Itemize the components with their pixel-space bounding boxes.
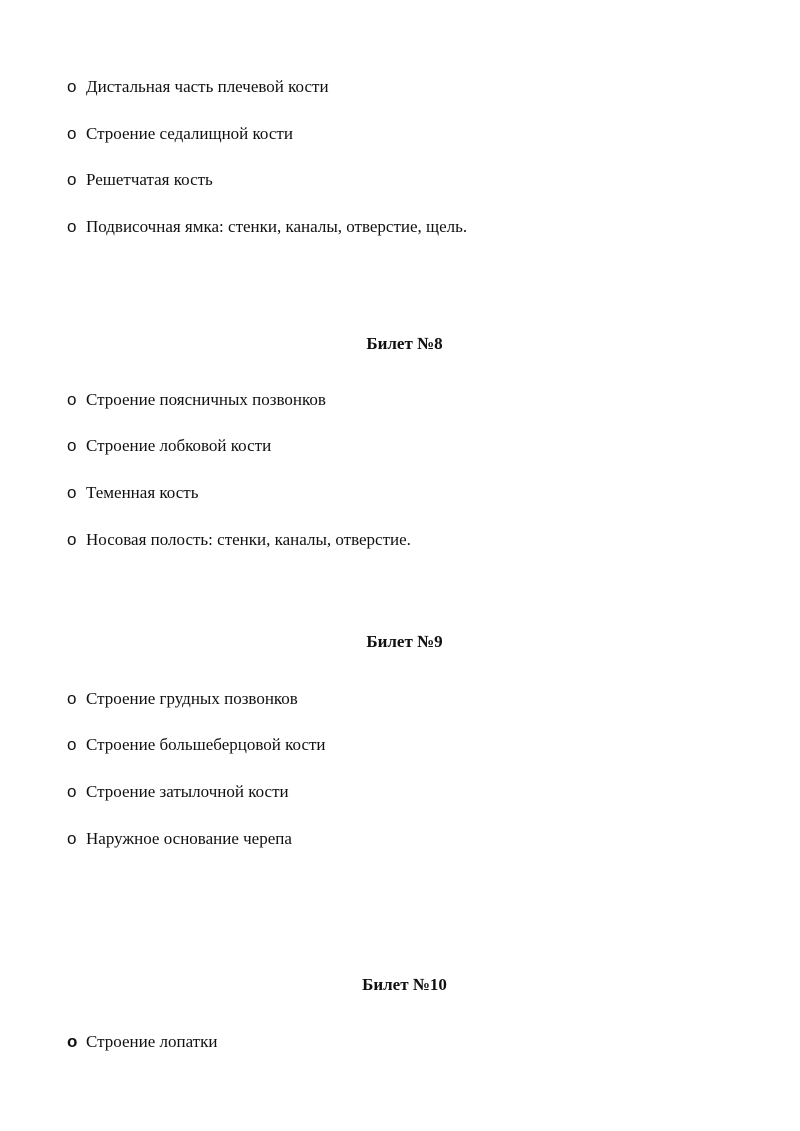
list-item — [67, 734, 326, 756]
list-item-text: Носовая полость: стенки, каналы, отверстие. — [86, 530, 411, 549]
bullet-icon: o — [67, 77, 77, 96]
list-item — [67, 169, 213, 191]
list-item-text: Строение грудных позвонков — [86, 689, 298, 708]
list-item-text: Строение большеберцовой кости — [86, 735, 326, 754]
list-item-text: Подвисочная ямка: стенки, каналы, отверстие, щель. — [86, 217, 468, 236]
list-item-text: Дистальная часть плечевой кости — [86, 77, 329, 96]
bullet-icon: o — [67, 1032, 78, 1051]
list-item-text: Теменная кость — [86, 483, 199, 502]
bullet-icon: o — [67, 217, 77, 236]
bullet-icon: o — [67, 689, 77, 708]
bullet-icon: o — [67, 436, 77, 455]
bullet-icon: o — [67, 829, 77, 848]
list-item — [67, 123, 293, 145]
list-item-text: Строение поясничных позвонков — [86, 390, 326, 409]
list-item — [67, 482, 198, 504]
bullet-icon: o — [67, 782, 77, 801]
bullet-icon: o — [67, 170, 77, 189]
list-item — [67, 216, 467, 238]
list-item — [67, 781, 289, 803]
list-item-text: Строение седалищной кости — [86, 124, 293, 143]
list-item — [67, 435, 271, 457]
list-item — [67, 529, 411, 551]
list-item-text: Наружное основание черепа — [86, 829, 292, 848]
ticket-9-title: Билет №9 — [366, 632, 443, 651]
bullet-icon: o — [67, 124, 77, 143]
list-item-text: Строение лобковой кости — [86, 436, 272, 455]
bullet-icon: o — [67, 735, 77, 754]
list-item-text: Строение лопатки — [86, 1032, 218, 1051]
bullet-icon: o — [67, 530, 77, 549]
bullet-icon: o — [67, 390, 77, 409]
list-item — [67, 389, 326, 411]
list-item — [67, 76, 329, 98]
list-item-text: Решетчатая кость — [86, 170, 213, 189]
bullet-icon: o — [67, 483, 77, 502]
ticket-10-title: Билет №10 — [362, 975, 447, 994]
list-item — [67, 828, 292, 850]
ticket-8-title: Билет №8 — [366, 334, 443, 353]
list-item — [67, 688, 298, 710]
list-item-text: Строение затылочной кости — [86, 782, 289, 801]
list-item — [67, 1031, 217, 1053]
